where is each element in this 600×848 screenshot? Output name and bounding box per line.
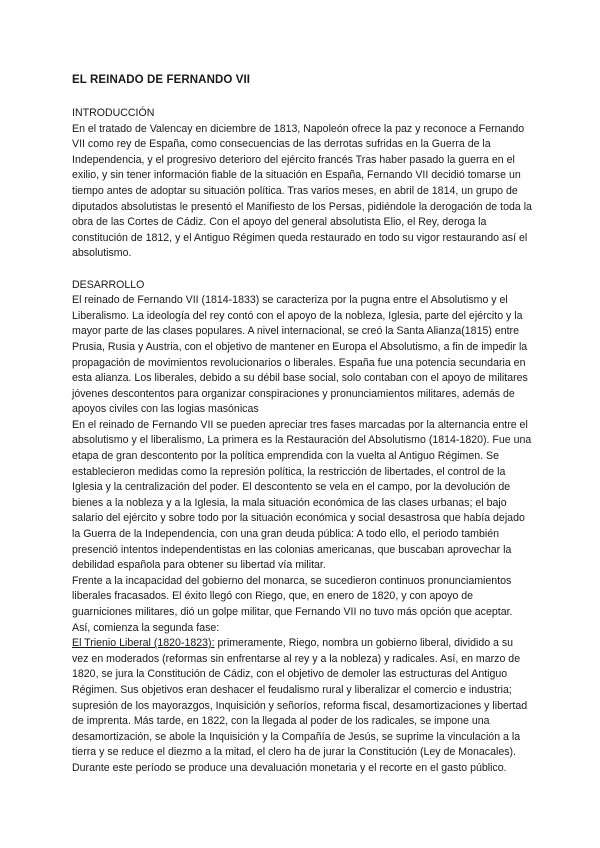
development-paragraph-3: Frente a la incapacidad del gobierno del monarca, se sucedieron continuos pronunciamientos liberales fracasados. El éxito llegó con Riego, que, en enero de 1820, y con apoyo de guarniciones militares, dió un golpe militar, que Fernando VII no tuvo más opción que aceptar. Así, comienza la segunda fase:	[72, 574, 513, 634]
trienio-liberal-text: primeramente, Riego, nombra un gobierno liberal, dividido a su vez en moderados (reformas sin enfrentarse al rey y a la nobleza) y radicales. Así, en marzo de 1820, se jura la Constitución de Cádiz, con el objetivo de demoler las estructuras del Antiguo Régimen. Sus objetivos eran deshacer el feudalismo rural y liberalizar el comercio e industria; supresión de los mayorazgos, Inquisición y señoríos, reforma fiscal, desamortizaciones y libertad de imprenta. Más tarde, en 1822, con la llegada al poder de los radicales, se impone una desamortización, se abole la Inquisición y la Compañía de Jesús, se suprime la vinculación a la tierra y se reduce el diezmo a la mitad, el clero ha de jurar la Constitución (Ley de Monacales). Durante este período se produce una devaluación monetaria y el recorte en el gasto público.	[72, 637, 528, 774]
intro-paragraph: En el tratado de Valencay en diciembre de 1813, Napoleón ofrece la paz y reconoce a Fernando VII como rey de España, como consecuencias de las derrotas sufridas en la Guerra de la Independencia, y el progresivo deterioro del ejército francés Tras haber pasado la guerra en el exilio, y sin tener información fiable de la situación en España, Fernando VII decidió tomarse un tiempo antes de adoptar su situación política. Tras varios meses, en abril de 1814, un grupo de diputados absolutistas le presentó el Manifiesto de los Persas, pidiéndole la derogación de toda la obra de las Cortes de Cádiz. Con el apoyo del general absolutista Elio, el Rey, deroga la constitución de 1812, y el Antiguo Régimen queda restaurado en todo su vigor restaurando así el absolutismo.	[72, 122, 532, 260]
development-heading: DESARROLLO	[72, 278, 145, 291]
development-paragraph-2: En el reinado de Fernando VII se pueden apreciar tres fases marcadas por la alternancia entre el absolutismo y el liberalismo, La primera es la Restauración del Absolutismo (1814-1820). Fue una etapa de gran descontento por la política emprendida con la vuelta al Antiguo Régimen. Se establecieron medidas como la represión política, la restricción de libertades, el control de la Iglesia y la centralización del poder. El descontento se vela en el campo, por la devolución de bienes a la nobleza y a la Iglesia, la mala situación económica de las clases urbanas; el bajo salario del ejército y sobre todo por la situación económica y social desastrosa que había dejado la Guerra de la Independencia, con una gran deuda pública: A todo ello, el periodo también presenció intentos independentistas en las colonias americanas, que buscaban aprovechar la debilidad española para obtener su libertad vía militar.	[72, 418, 532, 572]
section-spacer	[72, 262, 532, 278]
intro-heading: INTRODUCCIÓN	[72, 107, 155, 119]
development-paragraph-4	[72, 636, 532, 776]
development-paragraph-1: El reinado de Fernando VII (1814-1833) se caracteriza por la pugna entre el Absolutismo y el Liberalismo. La ideología del rey contó con el apoyo de la nobleza, Iglesia, parte del ejército y la mayor parte de las clases populares. A nivel internacional, se creó la Santa Alianza(1815) entre Prusia, Rusia y Austria, con el objetivo de mantener en Europa el Absolutismo, a fin de impedir la propagación de movimientos revolucionarios o liberales. España fue una potencia secundaria en esta alianza. Los liberales, debido a su débil base social, solo contaban con el apoyo de militares jóvenes descontentos para organizar conspiraciones y pronunciamientos militares, además de apoyos civiles con las logias masónicas	[72, 294, 528, 416]
trienio-liberal-heading: El Trienio Liberal (1820-1823):	[72, 637, 215, 650]
document-page	[72, 72, 532, 777]
document-title: EL REINADO DE FERNANDO VII	[72, 74, 251, 86]
